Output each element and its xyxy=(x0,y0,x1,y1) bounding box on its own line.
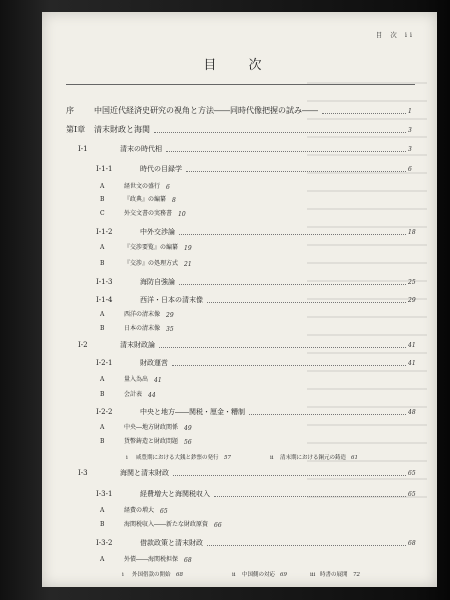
dot-leader xyxy=(159,347,406,348)
toc-entry-page: 18 xyxy=(408,229,416,236)
toc-entry-title[interactable]: 清末財政論 xyxy=(120,341,155,349)
toc-entry-title[interactable]: 日本の清末像 xyxy=(124,325,161,332)
toc-entry-page: 6 xyxy=(408,166,412,173)
toc-entry-page: 35 xyxy=(166,326,174,333)
sub-entry-number: i xyxy=(126,455,128,461)
sub-entry-title[interactable]: 中国側の対応 xyxy=(242,572,276,578)
toc-entry-title[interactable]: 『政典』の編纂 xyxy=(124,196,167,203)
toc-entry-title[interactable]: 『交渉』の処理方式 xyxy=(124,260,179,267)
sub-entry-title[interactable]: 時書の展開 xyxy=(320,572,348,578)
toc-entry-number: A xyxy=(100,507,105,514)
toc-entry-page: 21 xyxy=(184,261,192,268)
toc-entry-number: Ⅰ-1-3 xyxy=(96,278,113,286)
dot-leader xyxy=(186,171,406,172)
sub-entry-number: i xyxy=(122,572,124,578)
toc-entry-title[interactable]: 中国近代経済史研究の視角と方法――同時代像把握の試み―― xyxy=(94,106,318,115)
title-rule xyxy=(66,84,415,85)
toc-entry-number: A xyxy=(100,311,105,318)
sub-entry-page: 57 xyxy=(224,455,231,461)
toc-entry-number: 第Ⅰ章 xyxy=(66,125,86,134)
toc-entry-page: 25 xyxy=(408,279,416,286)
sub-entry-page: 68 xyxy=(176,572,183,578)
dot-leader xyxy=(179,284,406,285)
dot-leader xyxy=(207,302,406,303)
dot-leader xyxy=(207,545,406,546)
dot-leader xyxy=(166,151,406,152)
toc-entry-page: 68 xyxy=(408,540,416,547)
toc-entry-title[interactable]: 中央と地方――関税・厘金・糟制 xyxy=(140,408,245,416)
toc-entry-number: A xyxy=(100,556,105,563)
toc-entry-title[interactable]: 時代の目録学 xyxy=(140,165,182,173)
sub-entry-page: 72 xyxy=(353,572,360,578)
toc-entry-number: Ⅰ-1-2 xyxy=(96,228,113,236)
toc-entry-page: 48 xyxy=(408,409,416,416)
toc-entry-title[interactable]: 貨幣鋳造と財政問題 xyxy=(124,438,179,445)
toc-entry-title[interactable]: 外債――海関税担保 xyxy=(124,556,179,563)
toc-entry-page: 41 xyxy=(154,377,162,384)
toc-entry-title[interactable]: 会計表 xyxy=(124,391,143,398)
toc-entry-number: Ⅰ-3-1 xyxy=(96,490,113,498)
toc-entry-number: A xyxy=(100,244,105,251)
toc-entry-title[interactable]: 清末財政と海関 xyxy=(94,125,150,134)
toc-entry-page: 10 xyxy=(178,211,186,218)
book-page xyxy=(42,12,437,587)
toc-entry-page: 3 xyxy=(408,146,412,153)
toc-entry-number: 序 xyxy=(66,106,74,115)
toc-entry-title[interactable]: 『交渉要覧』の編纂 xyxy=(124,244,179,251)
toc-entry-number: A xyxy=(100,376,105,383)
toc-entry-title[interactable]: 経費増大と海関税収入 xyxy=(140,490,210,498)
toc-entry-page: 29 xyxy=(166,312,174,319)
running-head: 目 次 ii xyxy=(375,31,415,39)
toc-entry-number: B xyxy=(100,260,105,267)
toc-entry-title[interactable]: 西洋・日本の清末像 xyxy=(140,296,203,304)
toc-entry-number: Ⅰ-1-4 xyxy=(96,296,113,304)
dot-leader xyxy=(179,234,406,235)
sub-entry-number: ii xyxy=(270,455,274,461)
toc-entry-page: 44 xyxy=(148,392,156,399)
toc-entry-title[interactable]: 経費の増大 xyxy=(124,507,155,514)
toc-entry-title[interactable]: 清末の時代相 xyxy=(120,145,162,153)
toc-entry-number: A xyxy=(100,183,105,190)
page-title: 目 次 xyxy=(203,58,276,73)
dot-leader xyxy=(322,113,406,114)
dot-leader xyxy=(154,132,406,133)
toc-entry-page: 41 xyxy=(408,360,416,367)
sub-entry-number: ii xyxy=(232,572,236,578)
toc-entry-number: B xyxy=(100,438,105,445)
dot-leader xyxy=(214,496,406,497)
toc-entry-title[interactable]: 海防自強論 xyxy=(140,278,175,286)
dot-leader xyxy=(249,414,406,415)
toc-entry-number: B xyxy=(100,521,105,528)
toc-entry-title[interactable]: 西洋の清末像 xyxy=(124,311,161,318)
toc-entry-number: B xyxy=(100,325,105,332)
toc-entry-page: 68 xyxy=(184,557,192,564)
toc-entry-number: Ⅰ-1 xyxy=(78,145,88,153)
toc-entry-title[interactable]: 海関税収入――新たな財政原資 xyxy=(124,521,209,528)
toc-entry-page: 56 xyxy=(184,439,192,446)
sub-entry-number: iii xyxy=(310,572,316,578)
toc-entry-number: Ⅰ-2-2 xyxy=(96,408,113,416)
toc-entry-number: A xyxy=(100,424,105,431)
toc-entry-number: Ⅰ-1-1 xyxy=(96,165,113,173)
toc-entry-page: 65 xyxy=(408,491,416,498)
sub-entry-title[interactable]: 咸豊期における大銭と鈔票の発行 xyxy=(136,455,219,461)
toc-entry-title[interactable]: 海関と清末財政 xyxy=(120,469,169,477)
toc-entry-page: 65 xyxy=(408,470,416,477)
toc-entry-number: Ⅰ-2 xyxy=(78,341,88,349)
toc-entry-page: 29 xyxy=(408,297,416,304)
toc-entry-title[interactable]: 量入為出 xyxy=(124,376,149,383)
toc-entry-number: B xyxy=(100,391,105,398)
toc-entry-number: Ⅰ-2-1 xyxy=(96,359,113,367)
toc-entry-page: 41 xyxy=(408,342,416,349)
toc-entry-number: Ⅰ-3 xyxy=(78,469,88,477)
toc-entry-page: 1 xyxy=(408,108,412,115)
toc-entry-title[interactable]: 財政運営 xyxy=(140,359,168,367)
toc-entry-title[interactable]: 中外交渉論 xyxy=(140,228,175,236)
sub-entry-title[interactable]: 外国借款の開始 xyxy=(132,572,171,578)
dot-leader xyxy=(172,365,406,366)
toc-entry-page: 6 xyxy=(166,184,170,191)
dot-leader xyxy=(173,475,406,476)
sub-entry-page: 69 xyxy=(280,572,287,578)
toc-entry-page: 66 xyxy=(214,522,222,529)
toc-entry-page: 65 xyxy=(160,508,168,515)
toc-entry-page: 19 xyxy=(184,245,192,252)
toc-entry-title[interactable]: 借款政策と清末財政 xyxy=(140,539,203,547)
toc-entry-page: 49 xyxy=(184,425,192,432)
toc-entry-number: C xyxy=(100,210,105,217)
toc-entry-page: 8 xyxy=(172,197,176,204)
toc-entry-page: 3 xyxy=(408,127,412,134)
toc-entry-title[interactable]: 外交文書の実務書 xyxy=(124,210,173,217)
sub-entry-page: 61 xyxy=(351,455,358,461)
toc-entry-title[interactable]: 中央―地方財政関係 xyxy=(124,424,179,431)
toc-entry-number: B xyxy=(100,196,105,203)
sub-entry-title[interactable]: 清末期における銅元の鋳造 xyxy=(280,455,347,461)
toc-entry-title[interactable]: 経世文の盛行 xyxy=(124,183,161,190)
toc-entry-number: Ⅰ-3-2 xyxy=(96,539,113,547)
